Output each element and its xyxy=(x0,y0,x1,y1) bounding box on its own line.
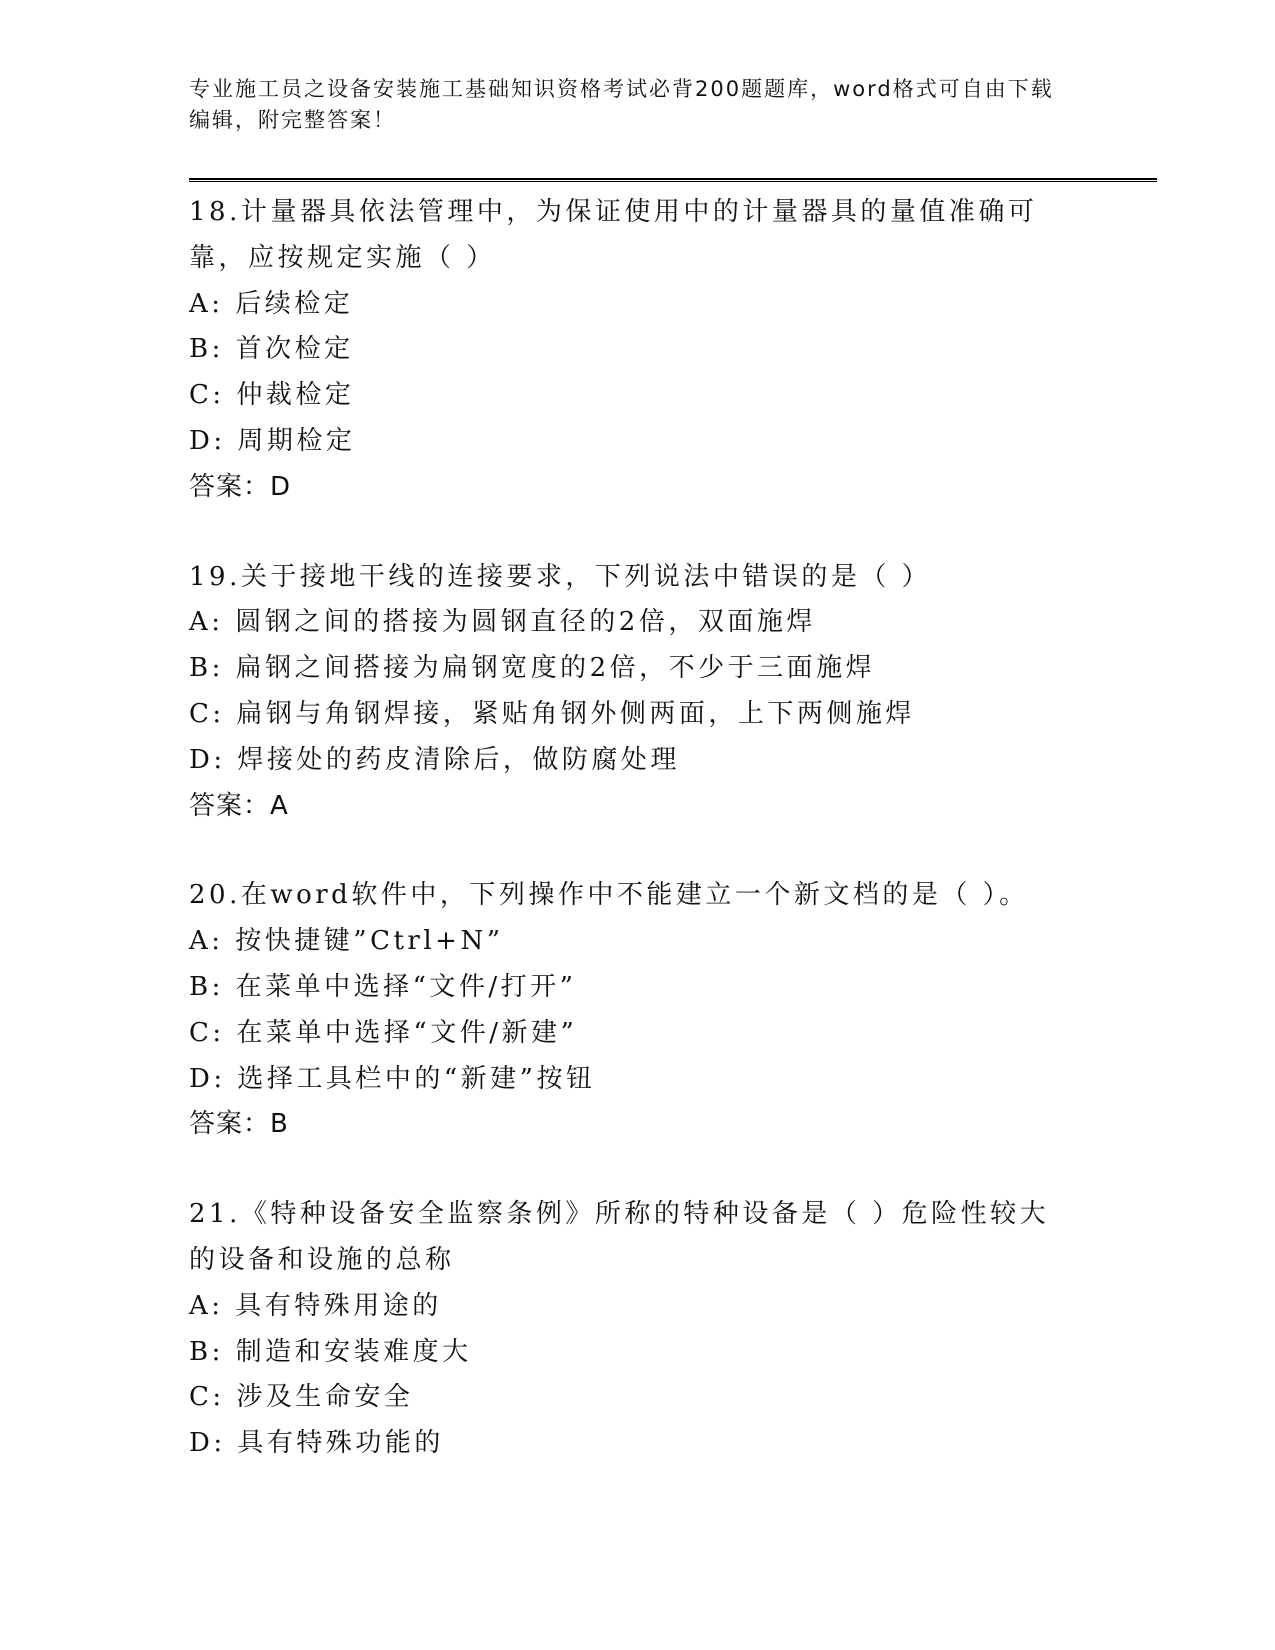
option-a: A: 后续检定 xyxy=(189,288,354,319)
answer-text: 答案：D xyxy=(189,471,292,502)
question-stem: 21.《特种设备安全监察条例》所称的特种设备是（ ）危险性较大的设备和设施的总称 xyxy=(189,1199,1050,1275)
question-list xyxy=(189,190,1089,1511)
question-18 xyxy=(189,190,1089,511)
option-a: A: 具有特殊用途的 xyxy=(189,1290,442,1321)
option-c: C: 涉及生命安全 xyxy=(189,1382,414,1413)
option-c: C: 扁钢与角钢焊接，紧贴角钢外侧两面，上下两侧施焊 xyxy=(189,698,915,729)
option-d: D: 选择工具栏中的“新建”按钮 xyxy=(189,1063,596,1094)
question-20 xyxy=(189,873,1089,1148)
option-b: B: 扁钢之间搭接为扁钢宽度的2倍，不少于三面施焊 xyxy=(189,653,876,684)
option-b: B: 首次检定 xyxy=(189,334,354,365)
header-divider xyxy=(189,178,1157,182)
option-d: D: 焊接处的药皮清除后，做防腐处理 xyxy=(189,744,680,775)
question-stem: 18.计量器具依法管理中，为保证使用中的计量器具的量值准确可靠，应按规定实施（ ） xyxy=(189,197,1038,273)
option-c: C: 在菜单中选择“文件/新建” xyxy=(189,1017,578,1048)
question-stem: 19.关于接地干线的连接要求，下列说法中错误的是（ ） xyxy=(189,561,932,592)
option-b: B: 在菜单中选择“文件/打开” xyxy=(189,971,577,1002)
option-d: D: 周期检定 xyxy=(189,425,356,456)
answer-text: 答案：A xyxy=(189,790,289,821)
document-header: 专业施工员之设备安装施工基础知识资格考试必背200题题库，word格式可自由下载编辑，附完整答案！ xyxy=(189,77,1054,132)
option-a: A: 按快捷键”Ctrl+N” xyxy=(189,926,504,957)
option-a: A: 圆钢之间的搭接为圆钢直径的2倍，双面施焊 xyxy=(189,607,816,638)
option-d: D: 具有特殊功能的 xyxy=(189,1428,444,1459)
option-c: C: 仲裁检定 xyxy=(189,380,355,411)
question-21 xyxy=(189,1192,1089,1467)
option-b: B: 制造和安装难度大 xyxy=(189,1336,472,1367)
question-19 xyxy=(189,555,1089,830)
question-stem: 20.在word软件中，下列操作中不能建立一个新文档的是（ ）。 xyxy=(189,880,1029,911)
answer-text: 答案：B xyxy=(189,1109,289,1140)
